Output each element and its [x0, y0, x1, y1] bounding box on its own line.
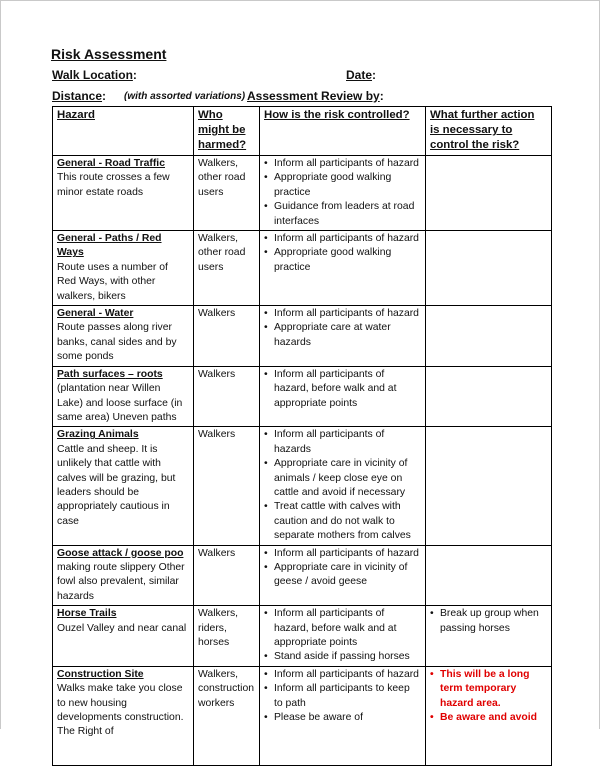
- hazard-cell: [53, 606, 194, 667]
- control-item: • Inform all participants of hazard: [264, 157, 421, 171]
- review-label: Assessment Review by: [247, 89, 380, 103]
- hazard-description: This route crosses a few minor estate roads: [57, 172, 170, 198]
- hazard-title: General - Paths / Red Ways: [57, 233, 162, 259]
- hazard-cell: [53, 427, 194, 545]
- control-item: • Appropriate good walking practice: [264, 246, 421, 275]
- table-row: [53, 666, 552, 765]
- table-row: [53, 231, 552, 306]
- header-who: Who might be harmed?: [194, 107, 260, 156]
- walk-location-label: Walk Location: [52, 68, 133, 82]
- who-cell: Walkers, other road users: [194, 231, 260, 306]
- date-label: Date: [346, 68, 373, 82]
- control-item: • Please be aware of: [264, 711, 421, 725]
- who-cell: Walkers, riders, horses: [194, 606, 260, 667]
- table-row: [53, 427, 552, 545]
- document-title: Risk Assessment: [51, 46, 167, 62]
- action-cell: [426, 306, 552, 367]
- hazard-title: Horse Trails: [57, 608, 117, 620]
- controls-cell: [260, 545, 426, 606]
- controls-cell: [260, 606, 426, 667]
- hazard-title: Path surfaces – roots: [57, 368, 163, 380]
- review-line: Assessment Review by:: [247, 89, 384, 103]
- controls-cell: [260, 366, 426, 427]
- table-row: [53, 306, 552, 367]
- distance-label: Distance: [52, 89, 103, 103]
- who-cell: Walkers, other road users: [194, 156, 260, 231]
- risk-assessment-table: [52, 106, 552, 766]
- hazard-cell: [53, 306, 194, 367]
- controls-cell: [260, 231, 426, 306]
- table-row: [53, 366, 552, 427]
- control-item: • Inform all participants of hazard: [264, 307, 421, 321]
- controls-cell: [260, 666, 426, 765]
- header-controls: How is the risk controlled?: [260, 107, 426, 156]
- table-row: [53, 545, 552, 606]
- controls-cell: [260, 156, 426, 231]
- who-cell: Walkers: [194, 427, 260, 545]
- control-item: • Appropriate care at water hazards: [264, 321, 421, 350]
- control-item: • Inform all participants of hazard: [264, 232, 421, 246]
- action-cell: [426, 606, 552, 667]
- hazard-description: Ouzel Valley and near canal: [57, 622, 187, 634]
- control-item: • Inform all participants to keep to path: [264, 682, 421, 711]
- hazard-description: Walks make take you close to new housing developments construction. The Right of: [57, 683, 184, 738]
- hazard-description: Route uses a number of Red Ways, with other walkers, bikers: [57, 261, 168, 302]
- action-cell: [426, 666, 552, 765]
- controls-cell: [260, 427, 426, 545]
- who-cell: Walkers: [194, 306, 260, 367]
- control-item: • Inform all participants of hazard: [264, 547, 421, 561]
- hazard-title: General - Road Traffic: [57, 158, 165, 169]
- hazard-description: (plantation near Willen Lake) and loose surface (in same area) Uneven paths: [57, 383, 183, 423]
- hazard-description: making route slippery Other fowl also prevalent, similar hazards: [57, 561, 185, 602]
- hazard-cell: [53, 231, 194, 306]
- control-item: • Appropriate good walking practice: [264, 171, 421, 200]
- distance-line: Distance:: [52, 89, 107, 103]
- hazard-title: Construction Site: [57, 668, 144, 680]
- action-cell: [426, 545, 552, 606]
- control-item: • Inform all participants of hazards: [264, 428, 421, 457]
- controls-cell: [260, 306, 426, 367]
- hazard-cell: [53, 666, 194, 765]
- action-item: • This will be a long term temporary hazard area.: [430, 668, 547, 711]
- action-cell: [426, 156, 552, 231]
- hazard-title: Grazing Animals: [57, 429, 139, 441]
- action-cell: [426, 427, 552, 545]
- control-item: • Stand aside if passing horses: [264, 650, 421, 664]
- control-item: • Inform all participants of hazard, before walk and at appropriate points: [264, 368, 421, 411]
- date-line: Date:: [346, 68, 377, 82]
- header-action: What further action is necessary to control the risk?: [426, 107, 552, 156]
- hazard-cell: [53, 156, 194, 231]
- hazard-description: Route passes along river banks, canal sides and by some ponds: [57, 322, 177, 363]
- action-item: • Break up group when passing horses: [430, 607, 547, 636]
- hazard-description: Cattle and sheep. It is unlikely that cattle with calves will be grazing, but leaders should be appropriately cautious in case: [57, 443, 176, 527]
- header-hazard: Hazard: [53, 107, 194, 156]
- distance-note: (with assorted variations): [124, 91, 246, 102]
- action-cell: [426, 231, 552, 306]
- control-item: • Inform all participants of hazard: [264, 668, 421, 682]
- table-row: [53, 156, 552, 231]
- action-cell: [426, 366, 552, 427]
- who-cell: Walkers: [194, 545, 260, 606]
- table-header-row: [53, 107, 552, 156]
- action-item: • Be aware and avoid: [430, 711, 547, 725]
- who-cell: Walkers, construction workers: [194, 666, 260, 765]
- control-item: • Guidance from leaders at road interfaces: [264, 200, 421, 229]
- table-row: [53, 606, 552, 667]
- hazard-cell: [53, 545, 194, 606]
- control-item: • Appropriate care in vicinity of geese / avoid geese: [264, 561, 421, 590]
- hazard-title: General - Water: [57, 308, 134, 320]
- control-item: • Appropriate care in vicinity of animals / keep close eye on cattle and avoid if necessary: [264, 457, 421, 500]
- walk-location-line: Walk Location:: [52, 68, 137, 82]
- control-item: • Treat cattle with calves with caution and do not walk to separate mothers from calves: [264, 500, 421, 543]
- control-item: • Inform all participants of hazard, before walk and at appropriate points: [264, 607, 421, 650]
- who-cell: Walkers: [194, 366, 260, 427]
- hazard-cell: [53, 366, 194, 427]
- hazard-title: Goose attack / goose poo: [57, 547, 184, 559]
